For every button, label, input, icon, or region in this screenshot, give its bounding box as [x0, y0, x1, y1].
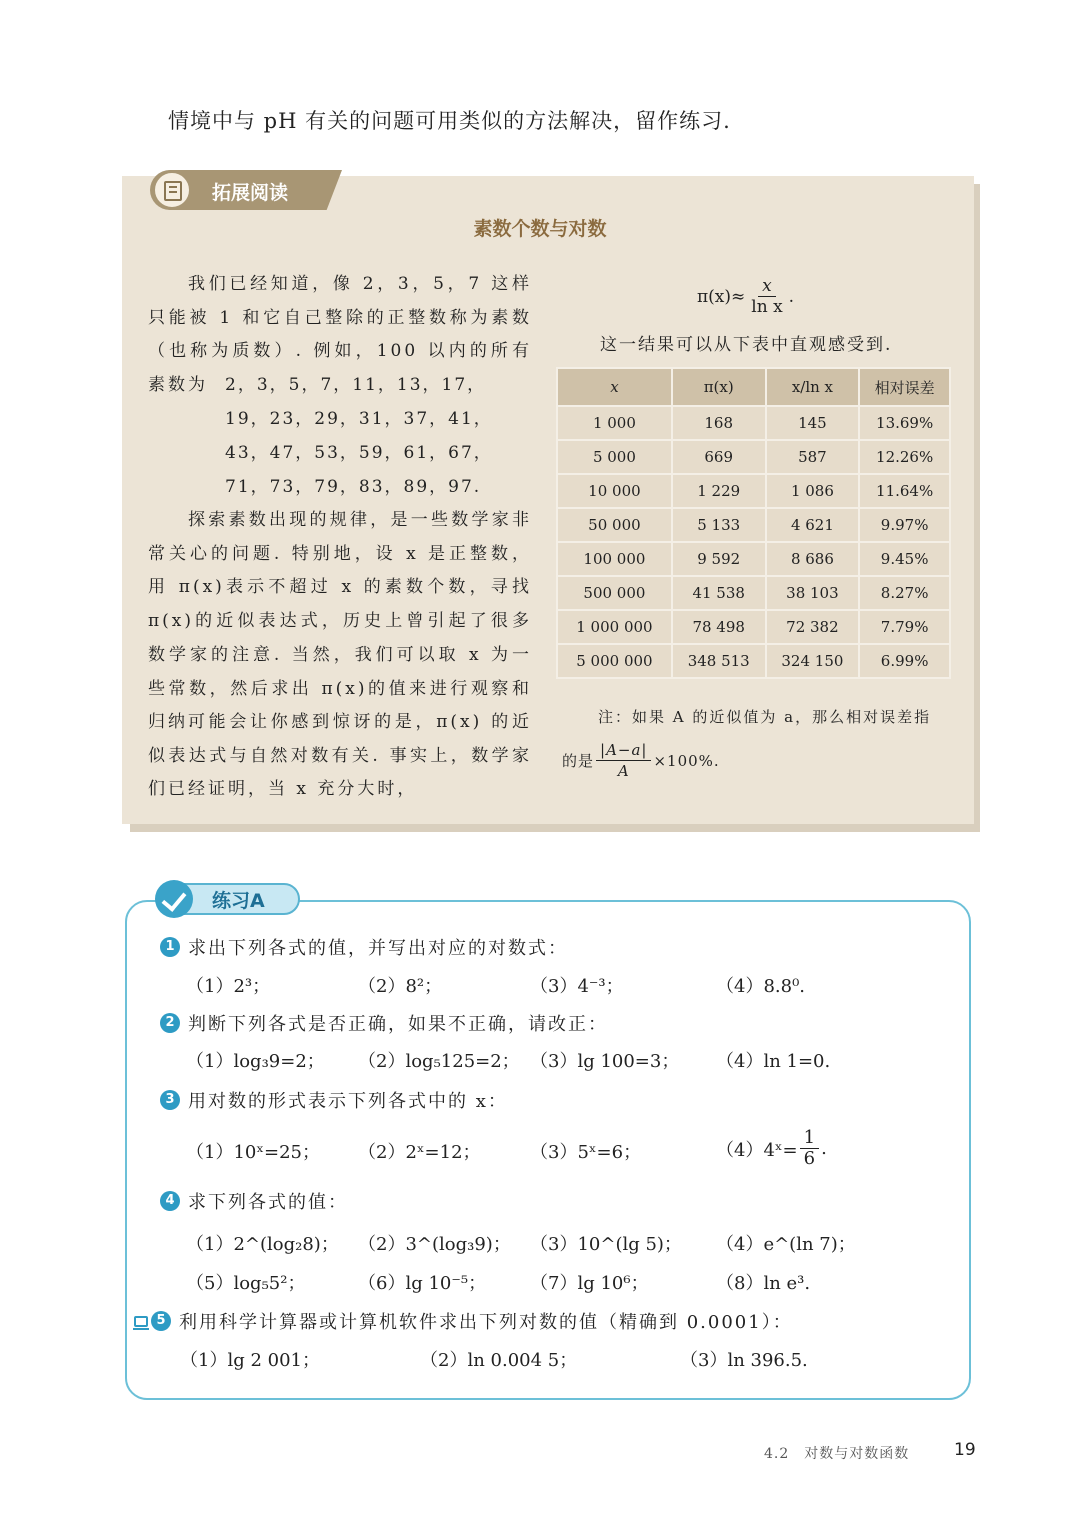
table-cell: 4 621	[767, 509, 859, 541]
question-item-text: （4）4ˣ=	[716, 1139, 798, 1161]
question-4	[160, 1188, 348, 1214]
question-item: （3）10^(lg 5)；	[530, 1234, 682, 1255]
page-number: 19	[954, 1440, 976, 1460]
question-item: （8）ln e³.	[716, 1273, 811, 1294]
question-item: （3）4⁻³；	[530, 976, 624, 997]
reading-box-zigzag-edge	[122, 816, 974, 832]
reading-paragraph-1: 我们已经知道，像 2，3，5，7 这样只能被 1 和它自己整除的正整数称为素数（也称为质数）. 例如，100 以内的所有素数为	[148, 274, 532, 396]
note-suffix: ×100%.	[653, 751, 720, 770]
table-cell: 1 229	[673, 475, 765, 507]
question-number: 1	[160, 937, 180, 957]
question-number: 2	[160, 1013, 180, 1033]
question-item: （1）10ˣ=25；	[186, 1142, 320, 1163]
question-text: 求下列各式的值：	[188, 1192, 348, 1213]
question-fraction	[800, 1128, 819, 1169]
book-icon	[152, 170, 192, 210]
table-cell: 1 086	[767, 475, 859, 507]
question-item: （5）log₅5²；	[186, 1273, 306, 1294]
table-header: x	[558, 369, 671, 405]
table-row	[558, 407, 949, 439]
table-cell: 7.79%	[860, 611, 949, 643]
table-cell: 145	[767, 407, 859, 439]
question-item: （3）5ˣ=6；	[530, 1142, 642, 1163]
table-cell: 50 000	[558, 509, 671, 541]
table-cell: 9.97%	[860, 509, 949, 541]
table-cell: 324 150	[767, 645, 859, 677]
table-row	[558, 475, 949, 507]
prime-approx-formula	[697, 276, 794, 317]
table-header: π(x)	[673, 369, 765, 405]
table-cell: 41 538	[673, 577, 765, 609]
question-item: （1）lg 2 001；	[180, 1350, 320, 1371]
question-item: （4）8.8⁰.	[716, 976, 806, 997]
fraction-numerator: 1	[800, 1128, 819, 1149]
exercise-tab-label: 练习A	[212, 890, 265, 912]
table-row	[558, 611, 949, 643]
question-item: （3）ln 396.5.	[680, 1350, 808, 1371]
formula-fraction	[747, 276, 786, 317]
table-cell: 6.99%	[860, 645, 949, 677]
fraction-denominator: 6	[803, 1148, 816, 1169]
checkmark-icon	[155, 880, 193, 918]
question-text: 判断下列各式是否正确，如果不正确，请改正：	[188, 1014, 608, 1035]
table-header-row	[558, 369, 949, 405]
table-row	[558, 577, 949, 609]
table-cell: 72 382	[767, 611, 859, 643]
question-item-end: .	[821, 1138, 827, 1159]
table-note-formula	[562, 740, 720, 781]
primes-line-2: 19，23，29，31，37，41，	[225, 409, 493, 429]
table-row	[558, 441, 949, 473]
question-item: （4）ln 1=0.	[716, 1051, 831, 1072]
table-cell: 5 133	[673, 509, 765, 541]
question-item: （7）lg 10⁶；	[530, 1273, 649, 1294]
primes-line-1: 2，3，5，7，11，13，17，	[225, 375, 487, 395]
intro-text: 情境中与 pH 有关的问题可用类似的方法解决，留作练习.	[168, 109, 731, 133]
primes-line-3: 43，47，53，59，61，67，	[225, 443, 493, 463]
question-item: （4）e^(ln 7)；	[716, 1234, 856, 1255]
table-cell: 38 103	[767, 577, 859, 609]
table-cell: 587	[767, 441, 859, 473]
question-text: 利用科学计算器或计算机软件求出下列对数的值（精确到 0.0001）：	[179, 1312, 793, 1333]
footer-section: 4.2 对数与对数函数	[764, 1446, 910, 1462]
computer-icon	[134, 1316, 148, 1327]
formula-end: .	[788, 286, 795, 307]
table-cell: 1 000	[558, 407, 671, 439]
question-item: （2）2ˣ=12；	[358, 1142, 481, 1163]
table-cell: 11.64%	[860, 475, 949, 507]
note-prefix: 的是	[562, 752, 595, 770]
question-item: （2）3^(log₃9)；	[358, 1234, 511, 1255]
prime-count-table	[556, 367, 951, 679]
table-cell: 5 000 000	[558, 645, 671, 677]
note-numerator: |A−a|	[596, 740, 651, 761]
formula-numerator: x	[758, 276, 776, 297]
table-cell: 12.26%	[860, 441, 949, 473]
question-1	[160, 934, 568, 960]
formula-denominator: ln x	[751, 297, 783, 317]
table-cell: 9 592	[673, 543, 765, 575]
table-cell: 1 000 000	[558, 611, 671, 643]
primes-line-4: 71，73，79，83，89，97.	[225, 477, 482, 497]
question-2	[160, 1010, 608, 1036]
question-item: （1）2³；	[186, 976, 271, 997]
question-item: （2）ln 0.004 5；	[420, 1350, 578, 1371]
reading-title: 素数个数与对数	[473, 218, 607, 240]
question-item: （2）log₅125=2；	[358, 1051, 520, 1072]
question-3	[160, 1087, 508, 1113]
table-cell: 168	[673, 407, 765, 439]
reading-tab-label: 拓展阅读	[212, 182, 289, 204]
table-cell: 10 000	[558, 475, 671, 507]
question-text: 求出下列各式的值，并写出对应的对数式：	[188, 938, 568, 959]
question-item	[716, 1128, 827, 1169]
table-cell: 5 000	[558, 441, 671, 473]
note-denominator: A	[617, 762, 630, 780]
question-item: （1）2^(log₂8)；	[186, 1234, 339, 1255]
table-cell: 500 000	[558, 577, 671, 609]
question-item: （1）log₃9=2；	[186, 1051, 325, 1072]
table-row	[558, 645, 949, 677]
table-row	[558, 543, 949, 575]
question-text: 用对数的形式表示下列各式中的 x：	[188, 1091, 508, 1112]
table-cell: 100 000	[558, 543, 671, 575]
question-number: 4	[160, 1191, 180, 1211]
formula-lhs: π(x)≈	[697, 286, 746, 307]
table-lead-text: 这一结果可以从下表中直观感受到.	[600, 335, 893, 355]
table-cell: 348 513	[673, 645, 765, 677]
table-cell: 9.45%	[860, 543, 949, 575]
table-cell: 669	[673, 441, 765, 473]
reading-paragraph-2: 探索素数出现的规律，是一些数学家非常关心的问题. 特别地，设 x 是正整数，用 π(x)表示不超过 x 的素数个数，寻找π(x)的近似表达式，历史上曾引起了很多数学家的注意. 当然，我们可以取 x 为一些常数，然后求出 π(x)的值来进行观察和归纳.	[148, 510, 532, 733]
table-cell: 78 498	[673, 611, 765, 643]
table-header: 相对误差	[860, 369, 949, 405]
relative-error-fraction	[596, 740, 651, 781]
question-number: 5	[151, 1311, 171, 1331]
question-item: （6）lg 10⁻⁵；	[358, 1273, 487, 1294]
table-note: 注：如果 A 的近似值为 a，那么相对误差指	[598, 708, 932, 726]
question-item: （3）lg 100=3；	[530, 1051, 680, 1072]
question-number: 3	[160, 1090, 180, 1110]
reading-paragraph-3: 可能会让你感到惊讶的是，π(x) 的近似表达式与自然对数有关. 事实上，数学家们已经证明，当 x 充分大时，	[148, 712, 532, 800]
table-header: x/ln x	[767, 369, 859, 405]
question-5	[134, 1308, 793, 1334]
table-row	[558, 509, 949, 541]
table-cell: 13.69%	[860, 407, 949, 439]
table-cell: 8 686	[767, 543, 859, 575]
question-item: （2）8²；	[358, 976, 443, 997]
table-cell: 8.27%	[860, 577, 949, 609]
